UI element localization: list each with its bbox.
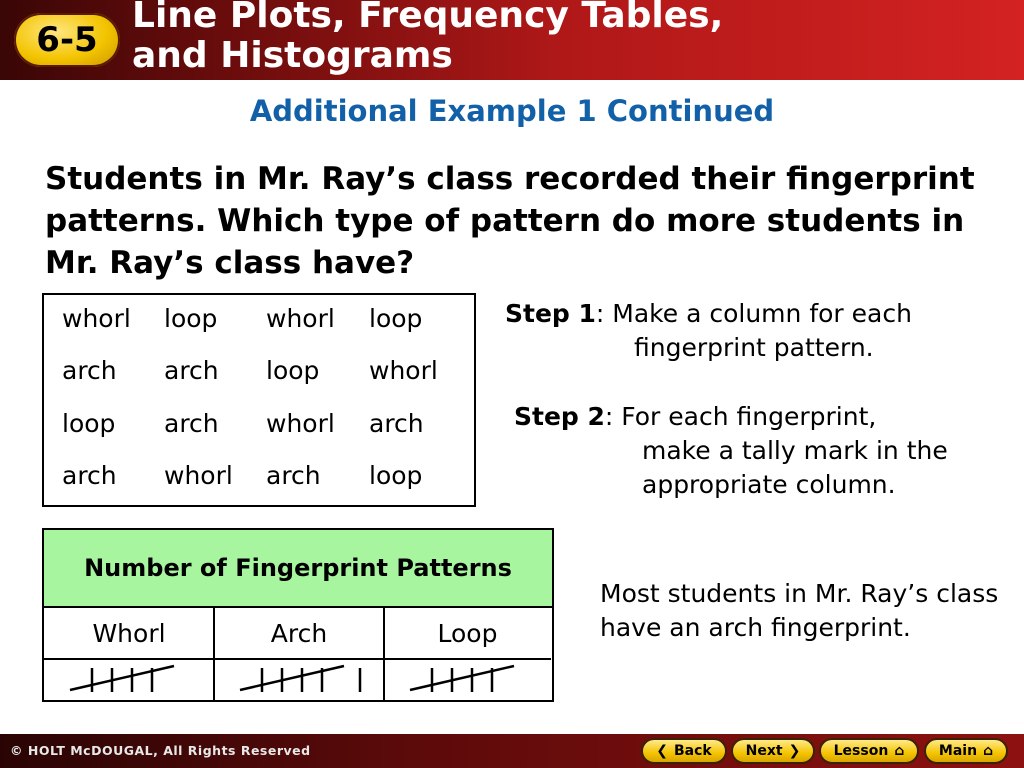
next-button[interactable]: [731, 738, 815, 764]
column-header-arch: Arch: [214, 608, 384, 660]
data-cell: arch: [62, 461, 117, 490]
tally-strike: [410, 666, 514, 690]
next-button-label: Next: [745, 743, 783, 759]
data-cell: arch: [164, 356, 219, 385]
main-button[interactable]: [924, 738, 1008, 764]
data-cell: whorl: [369, 356, 438, 385]
data-cell: loop: [266, 356, 320, 385]
step-1: [505, 297, 1005, 365]
step-2-text: : For each fingerprint,: [604, 402, 877, 431]
data-cell: loop: [164, 304, 218, 333]
data-cell: whorl: [266, 409, 335, 438]
data-cell: loop: [369, 461, 423, 490]
data-cell: loop: [62, 409, 116, 438]
step-2-text-cont-1: make a tally mark in the: [642, 436, 948, 465]
lesson-title: [132, 0, 812, 76]
slide-subtitle: Additional Example 1 Continued: [249, 94, 775, 128]
lesson-title-line-2: and Histograms: [132, 35, 453, 76]
step-2: [514, 400, 1014, 502]
column-header-whorl: Whorl: [44, 608, 214, 660]
data-cell: loop: [369, 304, 423, 333]
data-cell: whorl: [62, 304, 131, 333]
lesson-button[interactable]: [819, 738, 919, 764]
chevron-right-icon: ❯: [788, 743, 801, 759]
frequency-table-title: Number of Fingerprint Patterns: [44, 530, 552, 608]
answer-text: Most students in Mr. Ray’s class have an arch fingerprint.: [600, 579, 999, 642]
data-cell: arch: [369, 409, 424, 438]
lesson-button-label: Lesson: [833, 743, 889, 759]
footer-bar: [0, 734, 1024, 768]
step-1-text-cont: fingerprint pattern.: [634, 333, 874, 362]
back-button-label: Back: [674, 743, 712, 759]
back-button[interactable]: [641, 738, 727, 764]
problem-statement: Students in Mr. Ray’s class recorded their fingerprint patterns. Which type of pattern do more students in Mr. Ray’s class have?: [45, 161, 975, 281]
chevron-left-icon: ❮: [656, 743, 668, 759]
home-icon: ⌂: [894, 743, 905, 759]
tally-strike: [70, 666, 174, 690]
title-bar: [0, 0, 1024, 80]
tally-marks-arch: [214, 660, 384, 700]
column-header-loop: Loop: [384, 608, 551, 660]
copyright-notice: © HOLT McDOUGAL, All Rights Reserved: [10, 743, 311, 758]
main-button-label: Main: [938, 743, 978, 759]
data-cell: arch: [266, 461, 321, 490]
lesson-number: 6-5: [36, 20, 98, 60]
tally-strike: [240, 666, 344, 690]
tally-marks-loop: [384, 660, 551, 700]
data-cell: arch: [164, 409, 219, 438]
tally-marks-whorl: [44, 660, 214, 700]
data-cell: whorl: [266, 304, 335, 333]
step-1-label: Step 1: [505, 299, 596, 328]
frequency-table: [42, 528, 554, 702]
data-cell: whorl: [164, 461, 233, 490]
step-2-text-cont-2: appropriate column.: [642, 470, 896, 499]
lesson-number-badge: [14, 13, 120, 67]
home-icon: ⌂: [983, 743, 994, 759]
fingerprint-data-table: [42, 293, 476, 507]
lesson-title-line-1: Line Plots, Frequency Tables,: [132, 0, 724, 36]
data-cell: arch: [62, 356, 117, 385]
step-2-label: Step 2: [514, 402, 605, 431]
step-1-text: : Make a column for each: [595, 299, 912, 328]
